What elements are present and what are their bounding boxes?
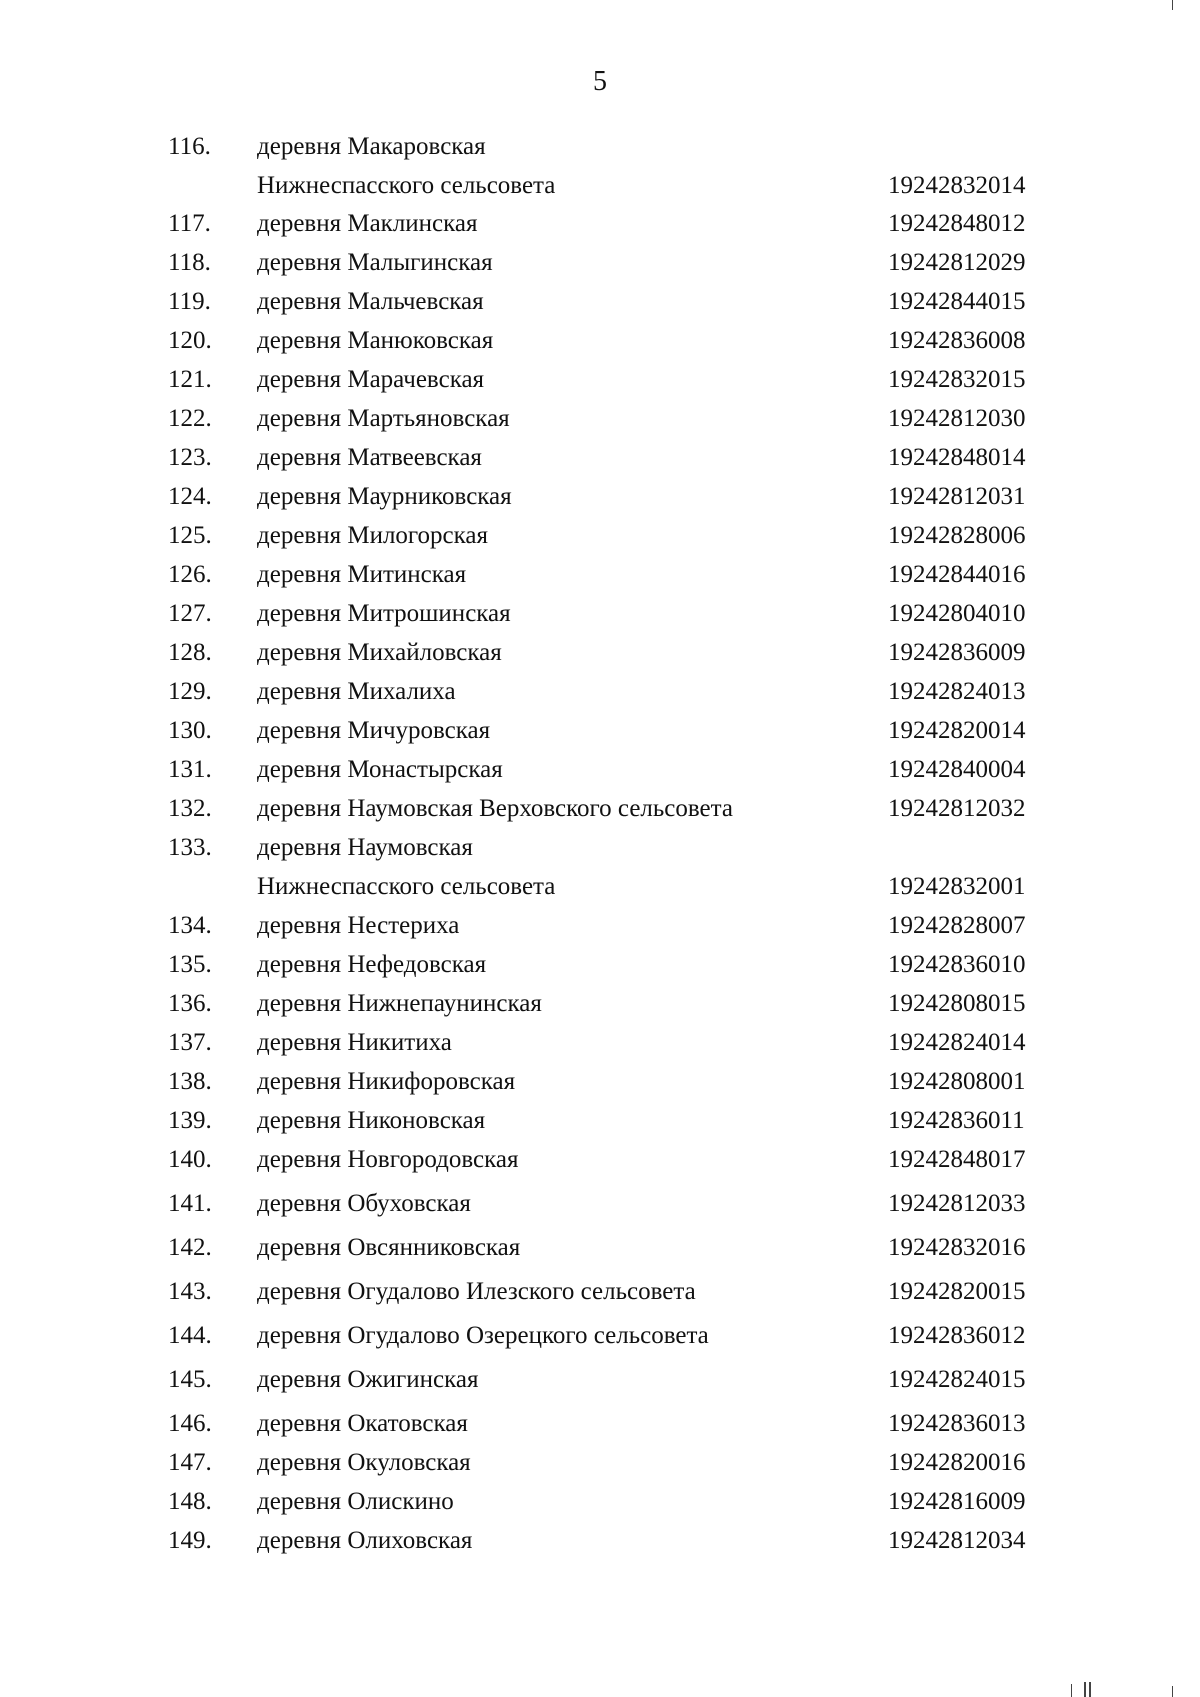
entry-number: 130. (168, 717, 212, 744)
entry-number: 116. (168, 133, 211, 160)
entry-number: 117. (168, 210, 211, 237)
oktmo-code: 19242804010 (888, 600, 1026, 627)
list-item (0, 1364, 1200, 1403)
scan-artifact (1071, 1684, 1072, 1697)
list-item (0, 988, 1200, 1027)
entry-number: 126. (168, 561, 212, 588)
oktmo-code: 19242836010 (888, 951, 1026, 978)
entry-number: 132. (168, 795, 212, 822)
entry-number: 138. (168, 1068, 212, 1095)
entry-number: 146. (168, 1410, 212, 1437)
entry-number: 140. (168, 1146, 212, 1173)
list-item (0, 715, 1200, 754)
list-item (0, 325, 1200, 364)
settlement-name: деревня Нижнепаунинская (257, 990, 542, 1017)
entry-number: 131. (168, 756, 212, 783)
settlement-name: деревня Наумовская (257, 834, 473, 861)
oktmo-code: 19242828007 (888, 912, 1026, 939)
settlement-name: деревня Огудалово Озерецкого сельсовета (257, 1322, 709, 1349)
entry-number: 128. (168, 639, 212, 666)
oktmo-code: 19242820014 (888, 717, 1026, 744)
list-item (0, 1232, 1200, 1271)
list-item (0, 1408, 1200, 1447)
oktmo-code: 19242828006 (888, 522, 1026, 549)
settlement-name: деревня Обуховская (257, 1190, 471, 1217)
entry-number: 137. (168, 1029, 212, 1056)
settlement-name: деревня Нестериха (257, 912, 460, 939)
entry-number: 125. (168, 522, 212, 549)
page-number: 5 (593, 66, 607, 97)
entry-number: 145. (168, 1366, 212, 1393)
oktmo-code: 19242832001 (888, 873, 1026, 900)
list-item (0, 949, 1200, 988)
list-item (0, 1105, 1200, 1144)
entry-number: 119. (168, 288, 211, 315)
list-item (0, 1447, 1200, 1486)
entry-number: 129. (168, 678, 212, 705)
settlement-name: деревня Маурниковская (257, 483, 512, 510)
oktmo-code: 19242832015 (888, 366, 1026, 393)
list-item (0, 442, 1200, 481)
settlement-name: Нижнеспасского сельсовета (257, 172, 556, 199)
entry-number: 149. (168, 1527, 212, 1554)
settlement-name: деревня Олиховская (257, 1527, 473, 1554)
settlement-name: деревня Никитиха (257, 1029, 452, 1056)
settlement-name: деревня Михалиха (257, 678, 456, 705)
oktmo-code: 19242836009 (888, 639, 1026, 666)
entry-number: 143. (168, 1278, 212, 1305)
oktmo-code: 19242848017 (888, 1146, 1026, 1173)
settlement-name: деревня Михайловская (257, 639, 502, 666)
list-item (0, 286, 1200, 325)
list-item (0, 910, 1200, 949)
entry-number: 141. (168, 1190, 212, 1217)
entry-number: 144. (168, 1322, 212, 1349)
entry-number: 136. (168, 990, 212, 1017)
oktmo-code: 19242808015 (888, 990, 1026, 1017)
entry-number: 139. (168, 1107, 212, 1134)
settlement-name: деревня Мартьяновская (257, 405, 510, 432)
oktmo-code: 19242832016 (888, 1234, 1026, 1261)
settlement-name: деревня Маклинская (257, 210, 478, 237)
oktmo-code: 19242836011 (888, 1107, 1025, 1134)
settlement-name: деревня Митинская (257, 561, 467, 588)
settlement-name: деревня Новгородовская (257, 1146, 519, 1173)
entry-number: 133. (168, 834, 212, 861)
entry-number: 123. (168, 444, 212, 471)
list-item (0, 1525, 1200, 1564)
oktmo-code: 19242812030 (888, 405, 1026, 432)
settlement-name: деревня Наумовская Верховского сельсовета (257, 795, 733, 822)
entry-number: 142. (168, 1234, 212, 1261)
settlement-name: деревня Манюковская (257, 327, 494, 354)
settlement-name: деревня Никифоровская (257, 1068, 516, 1095)
list-item (0, 559, 1200, 598)
oktmo-code: 19242812032 (888, 795, 1026, 822)
oktmo-code: 19242836008 (888, 327, 1026, 354)
list-item (0, 1320, 1200, 1359)
settlement-name: деревня Нефедовская (257, 951, 487, 978)
settlement-name: деревня Овсянниковская (257, 1234, 521, 1261)
list-item (0, 520, 1200, 559)
settlement-name: деревня Никоновская (257, 1107, 486, 1134)
oktmo-code: 19242840004 (888, 756, 1026, 783)
list-item (0, 1027, 1200, 1066)
settlement-name: деревня Макаровская (257, 133, 486, 160)
settlement-name: Нижнеспасского сельсовета (257, 873, 556, 900)
list-item (0, 1276, 1200, 1315)
settlement-name: деревня Матвеевская (257, 444, 482, 471)
oktmo-code: 19242836012 (888, 1322, 1026, 1349)
oktmo-code: 19242812031 (888, 483, 1026, 510)
list-item (0, 403, 1200, 442)
scan-artifact (1172, 1686, 1173, 1697)
settlement-name: деревня Митрошинская (257, 600, 511, 627)
entry-number: 122. (168, 405, 212, 432)
list-item (0, 481, 1200, 520)
list-item (0, 131, 1200, 209)
oktmo-code: 19242848012 (888, 210, 1026, 237)
entry-number: 127. (168, 600, 212, 627)
scan-artifact (1084, 1682, 1086, 1697)
oktmo-code: 19242824014 (888, 1029, 1026, 1056)
oktmo-code: 19242820015 (888, 1278, 1026, 1305)
entry-number: 147. (168, 1449, 212, 1476)
settlement-name: деревня Марачевская (257, 366, 485, 393)
list-item (0, 364, 1200, 403)
settlement-name: деревня Окатовская (257, 1410, 468, 1437)
entry-number: 134. (168, 912, 212, 939)
oktmo-code: 19242812033 (888, 1190, 1026, 1217)
oktmo-code: 19242808001 (888, 1068, 1026, 1095)
entry-number: 121. (168, 366, 212, 393)
oktmo-code: 19242832014 (888, 172, 1026, 199)
entry-number: 120. (168, 327, 212, 354)
scan-artifact (1089, 1682, 1091, 1697)
oktmo-code: 19242836013 (888, 1410, 1026, 1437)
settlement-name: деревня Монастырская (257, 756, 503, 783)
entry-number: 118. (168, 249, 211, 276)
list-item (0, 754, 1200, 793)
list-item (0, 598, 1200, 637)
entry-number: 124. (168, 483, 212, 510)
list-item (0, 1144, 1200, 1183)
oktmo-code: 19242812034 (888, 1527, 1026, 1554)
settlement-name: деревня Ожигинская (257, 1366, 479, 1393)
settlement-name: деревня Мальчевская (257, 288, 484, 315)
list-item (0, 1486, 1200, 1525)
oktmo-code: 19242848014 (888, 444, 1026, 471)
settlement-name: деревня Мичуровская (257, 717, 491, 744)
list-item (0, 1188, 1200, 1227)
list-item (0, 208, 1200, 247)
scan-artifact (1172, 0, 1173, 10)
settlement-name: деревня Милогорская (257, 522, 489, 549)
oktmo-code: 19242824015 (888, 1366, 1026, 1393)
oktmo-code: 19242820016 (888, 1449, 1026, 1476)
oktmo-code: 19242816009 (888, 1488, 1026, 1515)
list-item (0, 1066, 1200, 1105)
list-item (0, 247, 1200, 286)
settlement-name: деревня Малыгинская (257, 249, 493, 276)
list-item (0, 676, 1200, 715)
list-item (0, 793, 1200, 832)
entry-number: 135. (168, 951, 212, 978)
settlement-name: деревня Окуловская (257, 1449, 471, 1476)
oktmo-code: 19242844015 (888, 288, 1026, 315)
oktmo-code: 19242812029 (888, 249, 1026, 276)
oktmo-code: 19242844016 (888, 561, 1026, 588)
entry-number: 148. (168, 1488, 212, 1515)
settlement-name: деревня Олискино (257, 1488, 454, 1515)
list-item (0, 637, 1200, 676)
settlement-name: деревня Огудалово Илезского сельсовета (257, 1278, 696, 1305)
oktmo-code: 19242824013 (888, 678, 1026, 705)
list-item (0, 832, 1200, 910)
